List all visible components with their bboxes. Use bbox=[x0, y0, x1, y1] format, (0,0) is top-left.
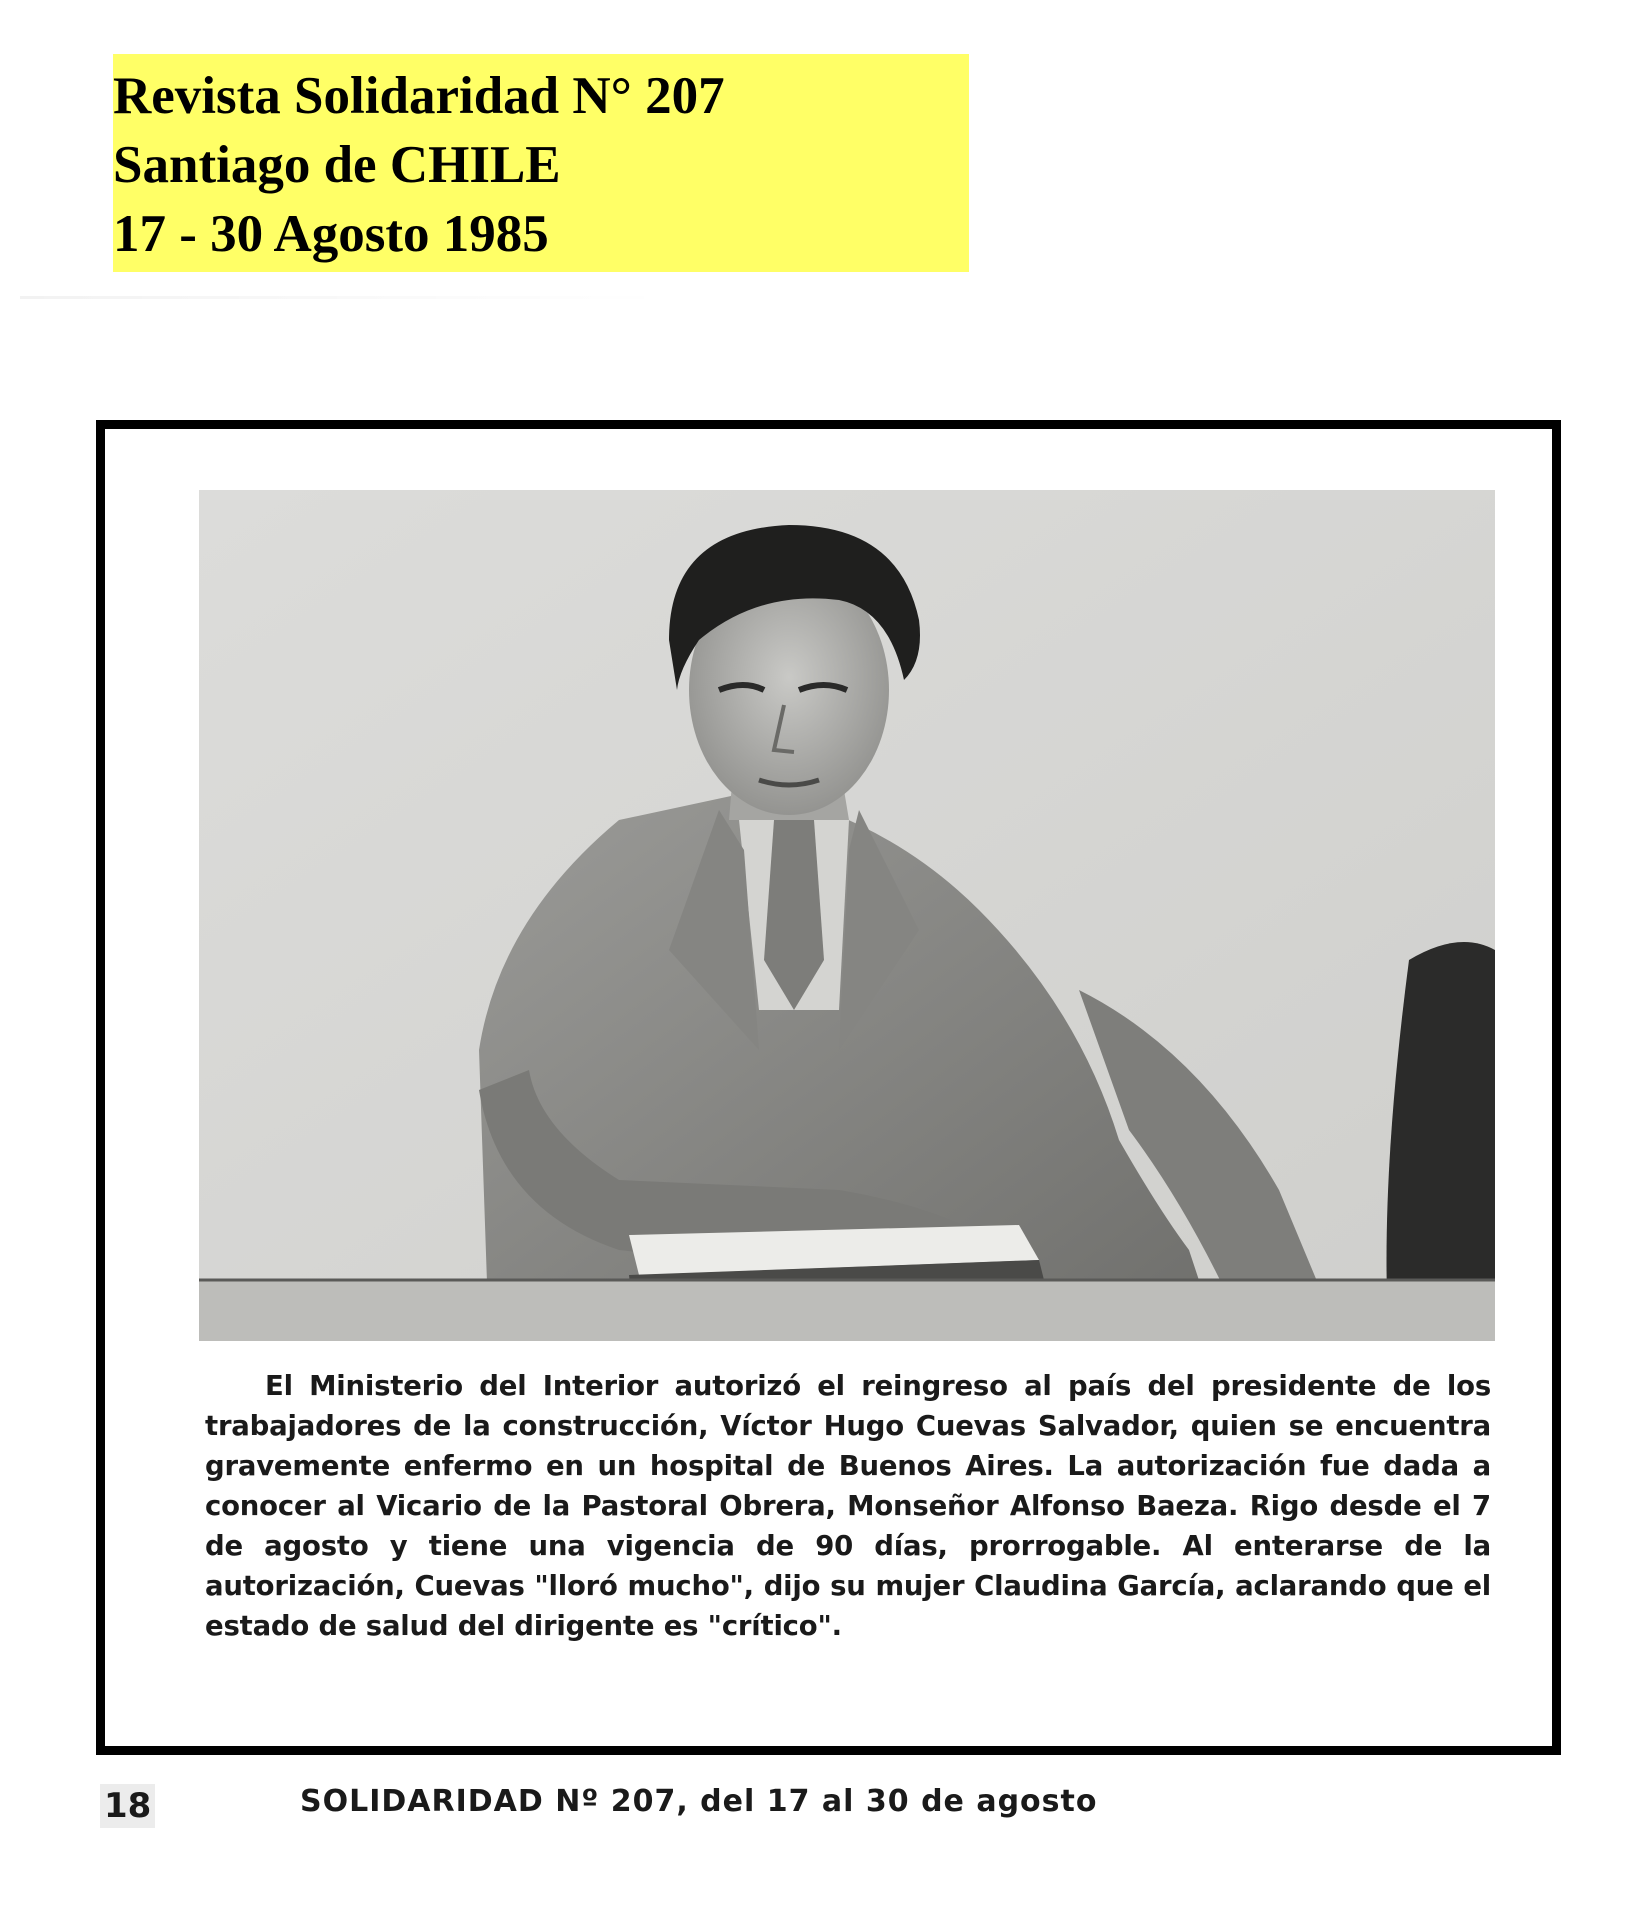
running-footer: SOLIDARIDAD Nº 207, del 17 al 30 de agosto bbox=[300, 1784, 1098, 1819]
header-line-magazine: Revista Solidaridad N° 207 bbox=[113, 67, 725, 125]
header-line-city: Santiago de CHILE bbox=[113, 136, 561, 194]
scan-artifact bbox=[20, 296, 670, 299]
portrait-photo-illustration bbox=[199, 490, 1495, 1341]
header-label bbox=[113, 54, 969, 272]
page-number: 18 bbox=[100, 1784, 155, 1828]
portrait-photo bbox=[199, 490, 1495, 1341]
article-frame bbox=[96, 420, 1561, 1755]
article-caption: El Ministerio del Interior autorizó el reingreso al país del presidente de los trabajadores de la construcción, Víctor Hugo Cuevas Salvador, quien se encuentra gravemente enfermo en un hospital de Buenos Aires. La autorización fue dada a conocer al Vicario de la Pastoral Obrera, Monseñor Alfonso Baeza. Rigo desde el 7 de agosto y tiene una vigencia de 90 días, prorrogable. Al enterarse de la autorización, Cuevas "lloró mucho", dijo su mujer Claudina García, aclarando que el estado de salud del dirigente es "crítico". bbox=[205, 1370, 1491, 1642]
header-line-dates: 17 - 30 Agosto 1985 bbox=[113, 205, 549, 263]
